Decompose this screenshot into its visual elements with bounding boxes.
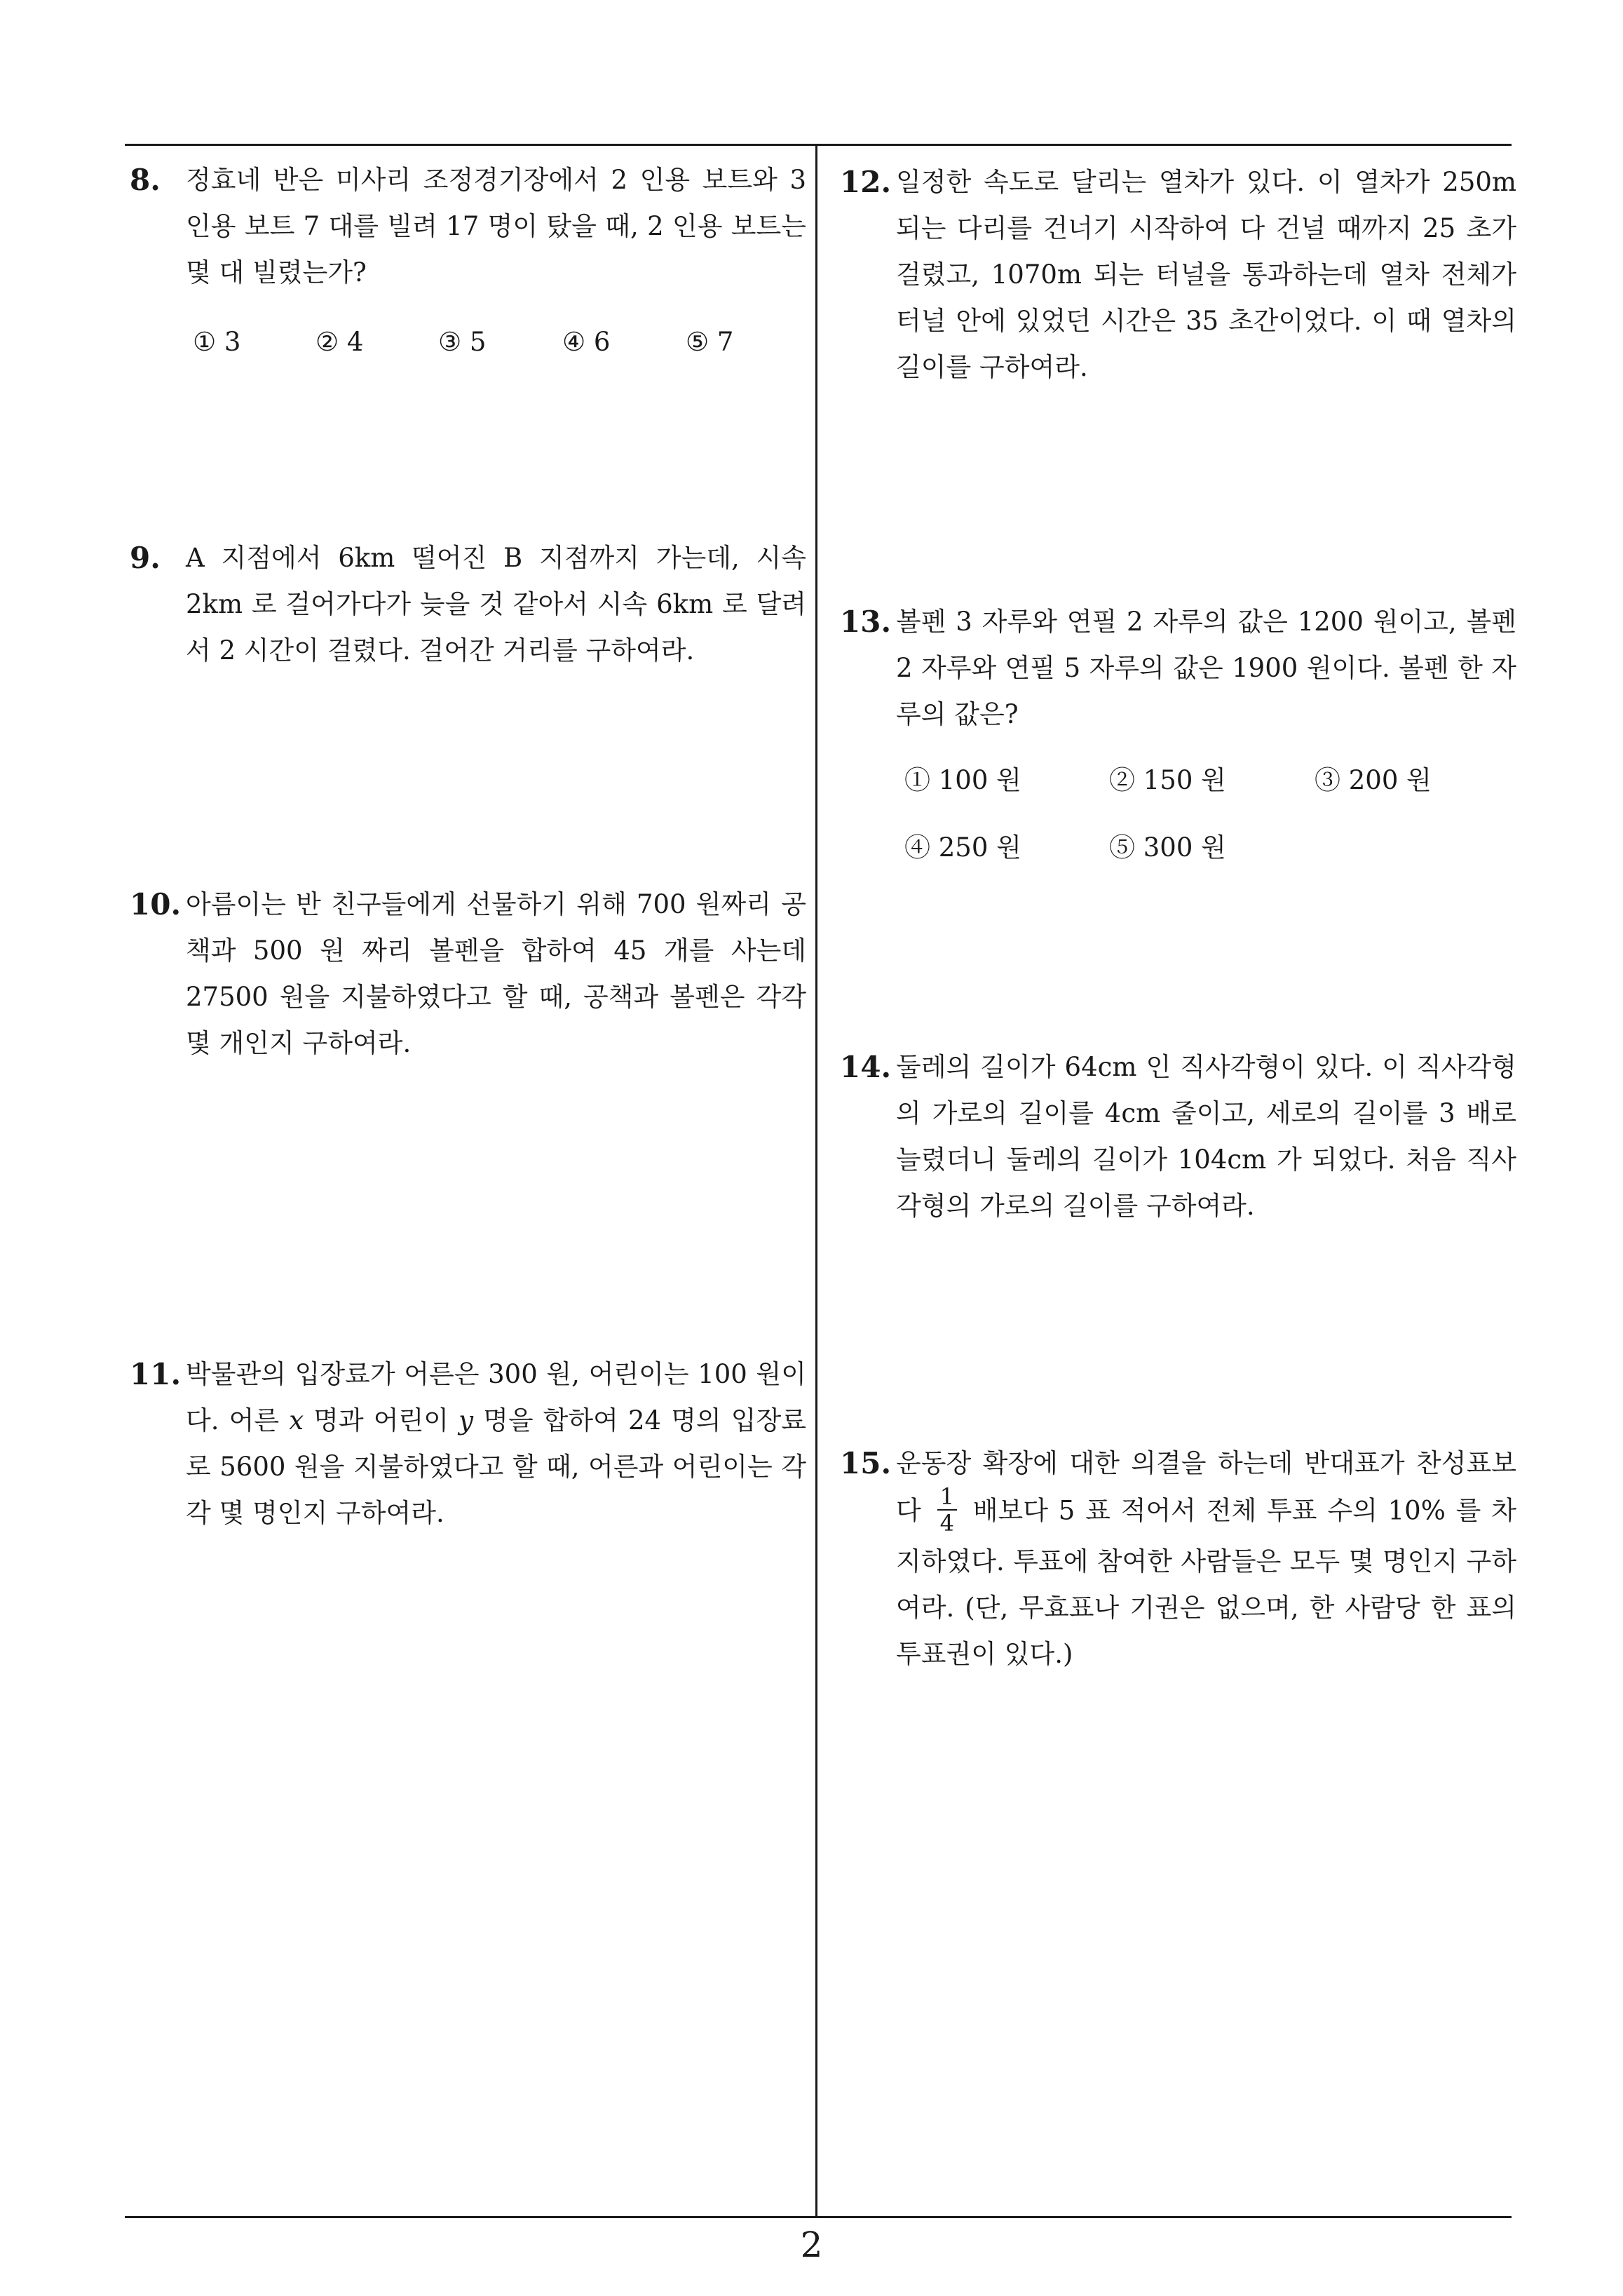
choice-1: ① 100 원 xyxy=(904,765,1021,795)
problem-text: 운동장 확장에 대한 의결을 하는데 반대표가 찬성표보다 $\frac{1}{4}$ 배보다 5 표 적어서 전체 투표 수의 10% 를 차지하였다. 투표에 참여한 사람들은 모두 몇 명인지 구하여라. (단, 무효표나 기권은 없으며, 한 사람당 한 표의 투표권이 있다.) xyxy=(896,1448,1516,1669)
problem-number: 11. xyxy=(130,1357,182,1391)
variable-y: y xyxy=(459,1405,473,1436)
bottom-rule xyxy=(125,2216,1512,2218)
problem-number: 13. xyxy=(840,605,892,639)
choice-1: ① 3 xyxy=(193,327,241,357)
problem-11 xyxy=(130,1351,806,1537)
problem-13 xyxy=(840,599,1516,872)
answer-choices xyxy=(904,759,1516,805)
problem-number: 8. xyxy=(130,163,161,197)
choice-5: ⑤ 7 xyxy=(686,327,734,357)
problem-text: 둘레의 길이가 64cm 인 직사각형이 있다. 이 직사각형의 가로의 길이를 4cm 줄이고, 세로의 길이를 3 배로 늘렸더니 둘레의 길이가 104cm 가 되었다. 처음 직사각형의 가로의 길이를 구하여라. xyxy=(896,1052,1516,1221)
variable-x: x xyxy=(289,1405,304,1436)
choice-5: ⑤ 300 원 xyxy=(1109,832,1226,863)
problem-12 xyxy=(840,159,1516,391)
problem-number: 14. xyxy=(840,1050,892,1084)
problem-10 xyxy=(130,882,806,1067)
page-number: 2 xyxy=(800,2224,823,2265)
problem-8 xyxy=(130,157,806,373)
fraction-one-quarter: $\frac{1}{4}$ xyxy=(937,1484,957,1536)
choice-2: ② 150 원 xyxy=(1109,765,1226,795)
choice-2: ② 4 xyxy=(315,327,364,357)
problem-text: 정효네 반은 미사리 조정경기장에서 2 인용 보트와 3 인용 보트 7 대를 빌려 17 명이 탔을 때, 2 인용 보트는 몇 대 빌렸는가? xyxy=(186,165,806,288)
column-divider xyxy=(815,144,817,2218)
top-rule xyxy=(125,144,1512,146)
problem-number: 15. xyxy=(840,1446,892,1480)
problem-number: 12. xyxy=(840,165,892,199)
choice-4: ④ 6 xyxy=(562,327,611,357)
problem-text: 박물관의 입장료가 어른은 300 원, 어린이는 100 원이다. 어른 x 명과 어린이 y 명을 합하여 24 명의 입장료로 5600 원을 지불하였다고 할 때, 어른과 어린이는 각각 몇 명인지 구하여라. xyxy=(186,1359,807,1528)
problem-number: 9. xyxy=(130,541,161,575)
choice-4: ④ 250 원 xyxy=(904,832,1021,863)
problem-9 xyxy=(130,535,806,674)
problem-text: A 지점에서 6km 떨어진 B 지점까지 가는데, 시속 2km 로 걸어가다가 늦을 것 같아서 시속 6km 로 달려서 2 시간이 걸렸다. 걸어간 거리를 구하여라. xyxy=(186,543,806,666)
choice-3: ③ 5 xyxy=(438,327,487,357)
problem-text: 볼펜 3 자루와 연필 2 자루의 값은 1200 원이고, 볼펜 2 자루와 연필 5 자루의 값은 1900 원이다. 볼펜 한 자루의 값은? xyxy=(896,607,1516,729)
problem-number: 10. xyxy=(130,887,182,921)
answer-choices xyxy=(193,327,806,373)
choice-3: ③ 200 원 xyxy=(1315,765,1432,795)
problem-15 xyxy=(840,1440,1516,1677)
problem-text: 일정한 속도로 달리는 열차가 있다. 이 열차가 250m 되는 다리를 건너기 시작하여 다 건널 때까지 25 초가 걸렸고, 1070m 되는 터널을 통과하는데 열차 전체가 터널 안에 있었던 시간은 35 초간이었다. 이 때 열차의 길이를 구하여라. xyxy=(896,167,1516,382)
problem-text: 아름이는 반 친구들에게 선물하기 위해 700 원짜리 공책과 500 원 짜리 볼펜을 합하여 45 개를 사는데 27500 원을 지불하였다고 할 때, 공책과 볼펜은 각각 몇 개인지 구하여라. xyxy=(186,889,806,1058)
problem-14 xyxy=(840,1044,1516,1229)
answer-choices-row-2 xyxy=(904,826,1516,872)
